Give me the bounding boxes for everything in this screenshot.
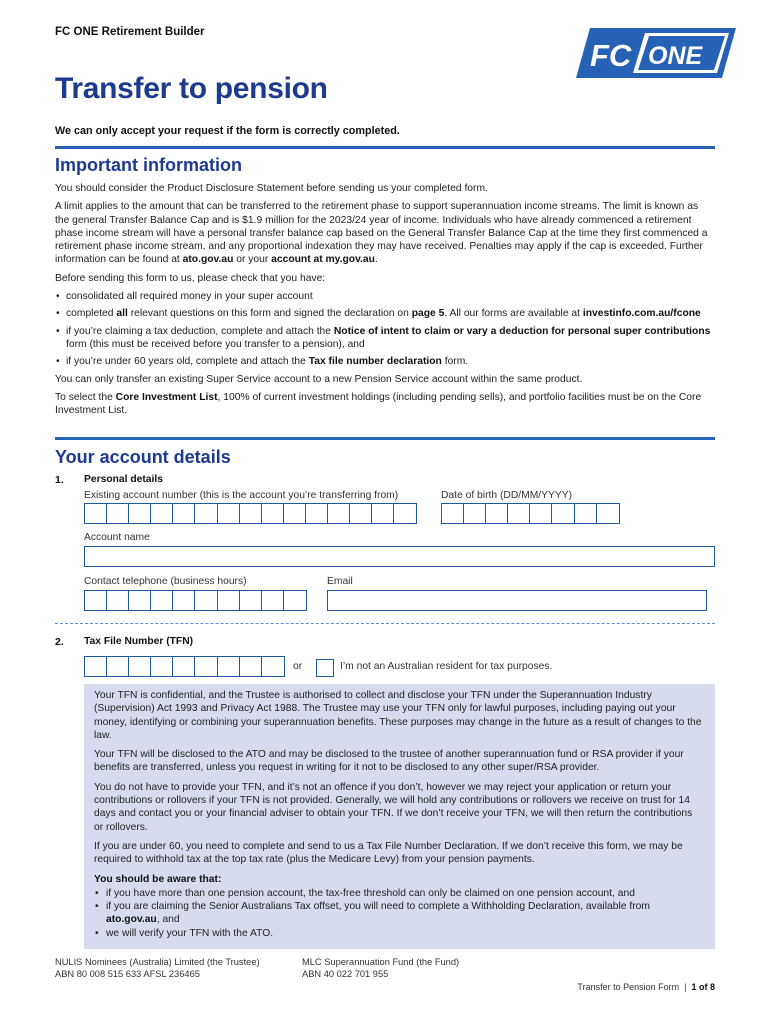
- tfn-info-p4: If you are under 60, you need to complete and send to us a Tax File Number Declaration. If we don’t receive this form, we may be required to withhold tax at the top tax rate (plus the Medicare Levy) from your pension payments.: [94, 840, 683, 866]
- logo-text-one: ONE: [648, 42, 703, 70]
- section-2-number: 2.: [55, 636, 64, 648]
- page-title: Transfer to pension: [55, 72, 328, 105]
- or-text: or: [293, 661, 303, 672]
- contact-telephone-input[interactable]: [84, 590, 307, 611]
- tfn-aware-list: [94, 887, 703, 940]
- tfn-info-p2: Your TFN will be disclosed to the ATO and may be disclosed to the trustee of another superannuation fund or RSA provider if your benefits are transferred, unless you request in writing for it not to be disclosed to any other super/RSA provider.: [94, 749, 684, 774]
- dob-label: Date of birth (DD/MM/YYYY): [441, 490, 573, 501]
- date-of-birth-input[interactable]: [441, 503, 620, 524]
- checklist-item: • consolidated all required money in your super account: [55, 290, 715, 303]
- page-subtitle: We can only accept your request if the form is correctly completed.: [55, 125, 400, 137]
- list-item: • we will verify your TFN with the ATO.: [94, 927, 703, 940]
- account-name-input[interactable]: [84, 546, 715, 567]
- important-p3: Before sending this form to us, please check that you have:: [55, 272, 326, 284]
- personal-details-title: Personal details: [84, 474, 163, 485]
- checklist-item: • completed all relevant questions on this form and signed the declaration on page 5. All our forms are available at investinfo.com.au/fcone: [55, 307, 715, 320]
- email-label: Email: [327, 576, 353, 587]
- investinfo-link[interactable]: investinfo.com.au/fcone: [582, 308, 701, 320]
- tfn-input[interactable]: [84, 656, 285, 677]
- trustee-line2: ABN 80 008 515 633 AFSL 236465: [55, 969, 200, 979]
- important-p4: You can only transfer an existing Super Service account to a new Pension Service account within the same product.: [55, 373, 583, 385]
- ato-link[interactable]: ato.gov.au: [182, 254, 234, 266]
- tfn-info-panel: [84, 684, 715, 949]
- fund-line2: ABN 40 022 701 955: [302, 969, 389, 979]
- section-divider: [55, 623, 715, 624]
- checklist-item: • if you’re claiming a tax deduction, complete and attach the Notice of intent to claim or vary a deduction for personal super contributions form (this must be received before you transfer to a pension), and: [55, 325, 715, 352]
- phone-label: Contact telephone (business hours): [84, 576, 247, 587]
- tfn-aware-heading: You should be aware that:: [94, 873, 222, 885]
- section-rule-account: [55, 437, 715, 440]
- important-p2: A limit applies to the amount that can be transferred to the retirement phase to support superannuation income streams. The limit is known as the general Transfer Balance Cap and is $1.9 million for the 2023/24 year of income. Individuals who have already commenced a retirement phase income stream will have a personal transfer balance cap based on the General Transfer Balance Cap at the time they first commenced a retirement phase income stream, and any proportional indexation they may have received. Penalties may apply if the cap is exceeded. Further information can be found at ato.gov.au or your account at my.gov.au.: [55, 201, 708, 266]
- tfn-info-p1: Your TFN is confidential, and the Trustee is authorised to collect and disclose your TFN under the Superannuation Industry (Supervision) Act 1993 and Privacy Act 1988. The Trustee may use your TFN only for lawful purposes, including paying out your money, identifying or combining your superannuation benefits. These purposes may change in the future as a result of changes to the law.: [94, 690, 702, 741]
- non-resident-label: I’m not an Australian resident for tax purposes.: [340, 661, 553, 672]
- list-item: • if you are claiming the Senior Australians Tax offset, you will need to complete a Withholding Declaration, available from ato.gov.au, and: [94, 900, 703, 927]
- important-p1: You should consider the Product Disclosure Statement before sending us your completed form.: [55, 183, 488, 194]
- section-rule-important: [55, 146, 715, 149]
- fund-line1: MLC Superannuation Fund (the Fund): [302, 957, 460, 967]
- existing-account-number-input[interactable]: [84, 503, 417, 524]
- checklist-item: • if you’re under 60 years old, complete and attach the Tax file number declaration form.: [55, 355, 715, 368]
- tfn-title: Tax File Number (TFN): [84, 636, 194, 647]
- important-heading: Important information: [55, 155, 242, 175]
- logo-text-fc: FC: [590, 38, 632, 73]
- fc-one-logo: [576, 26, 736, 80]
- top-label: FC ONE Retirement Builder: [55, 26, 205, 38]
- list-item: • if you have more than one pension account, the tax-free threshold can only be claimed on one pension account, and: [94, 887, 703, 900]
- account-name-label: Account name: [84, 532, 150, 543]
- account-heading: Your account details: [55, 447, 231, 467]
- footer-fund: [302, 956, 459, 980]
- ato-link-2[interactable]: ato.gov.au: [106, 914, 157, 926]
- mygov-link[interactable]: account at my.gov.au: [271, 254, 375, 266]
- email-input[interactable]: [327, 590, 707, 611]
- trustee-line1: NULIS Nominees (Australia) Limited (the Trustee): [55, 957, 260, 967]
- page-number: Transfer to Pension Form | 1 of 8: [577, 982, 715, 992]
- important-p5: To select the Core Investment List, 100% of current investment holdings (including pending sells), and portfolio facilities must be on the Core Investment List.: [55, 391, 702, 417]
- important-body: [55, 182, 715, 422]
- tfn-info-p3: You do not have to provide your TFN, and it’s not an offence if you don’t, however we may reject your application or return your contributions or rollovers if your TFN is not provided. Generally, we will hold any contributions or rollovers we receive on trust for 14 days and contact you or your financial adviser to obtain your TFN. If we don’t receive your TFN, we will then return the contributions or rollovers.: [94, 781, 693, 833]
- checklist: [55, 290, 715, 368]
- section-1-number: 1.: [55, 474, 64, 486]
- footer-trustee: [55, 956, 260, 980]
- non-resident-checkbox[interactable]: [316, 659, 334, 677]
- existing-account-label: Existing account number (this is the account you’re transferring from): [84, 490, 399, 501]
